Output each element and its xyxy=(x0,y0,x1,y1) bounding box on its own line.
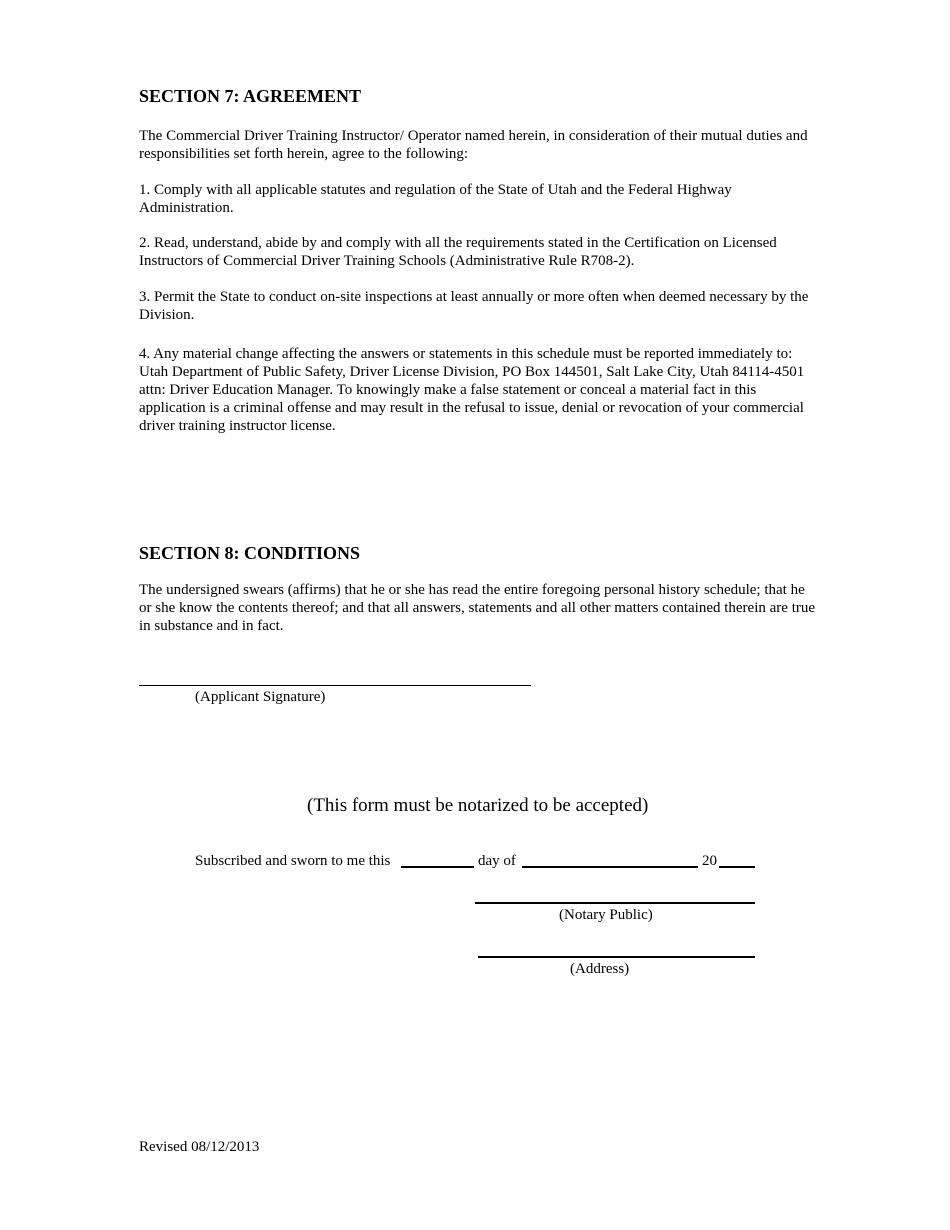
year-prefix: 20 xyxy=(702,853,717,869)
sworn-month-blank[interactable] xyxy=(522,866,698,868)
sworn-day-blank[interactable] xyxy=(401,866,474,868)
section-8-text: The undersigned swears (affirms) that he or she has read the entire foregoing personal history schedule; that he or she know the contents thereof; and that all answers, statements and all other matters contained therein are true in substance and in fact. xyxy=(139,582,816,634)
address-label: (Address) xyxy=(570,961,630,977)
section-7-intro: The Commercial Driver Training Instructor/ Operator named herein, in consideration of their mutual duties and responsibilities set forth herein, agree to the following: xyxy=(139,128,808,162)
section-8-heading: SECTION 8: CONDITIONS xyxy=(139,543,361,563)
day-of-label: day of xyxy=(478,853,516,869)
notary-public-label: (Notary Public) xyxy=(559,907,653,923)
notarize-notice: (This form must be notarized to be accepted) xyxy=(307,795,649,816)
revised-date: Revised 08/12/2013 xyxy=(139,1139,260,1155)
applicant-signature-label: (Applicant Signature) xyxy=(195,689,326,705)
notary-signature-line[interactable] xyxy=(475,902,755,904)
section-7-heading: SECTION 7: AGREEMENT xyxy=(139,86,362,106)
sworn-prefix: Subscribed and sworn to me this xyxy=(195,853,391,869)
agreement-item-3: 3. Permit the State to conduct on-site inspections at least annually or more often when deemed necessary by the Division. xyxy=(139,289,809,323)
applicant-signature-line[interactable] xyxy=(139,685,531,686)
agreement-item-4: 4. Any material change affecting the answers or statements in this schedule must be reported immediately to: Utah Department of Public Safety, Driver License Division, PO Box 144501, Salt Lake City, Utah 84114-4501 attn: Driver Education Manager. To knowingly make a false statement or conceal a material fact in this application is a criminal offense and may result in the refusal to issue, denial or revocation of your commercial driver training instructor license. xyxy=(139,346,805,434)
sworn-year-blank[interactable] xyxy=(719,866,755,868)
address-line[interactable] xyxy=(478,956,755,958)
agreement-item-1: 1. Comply with all applicable statutes and regulation of the State of Utah and the Federal Highway Administration. xyxy=(139,182,732,216)
agreement-item-2: 2. Read, understand, abide by and comply with all the requirements stated in the Certification on Licensed Instructors of Commercial Driver Training Schools (Administrative Rule R708-2). xyxy=(139,235,777,269)
